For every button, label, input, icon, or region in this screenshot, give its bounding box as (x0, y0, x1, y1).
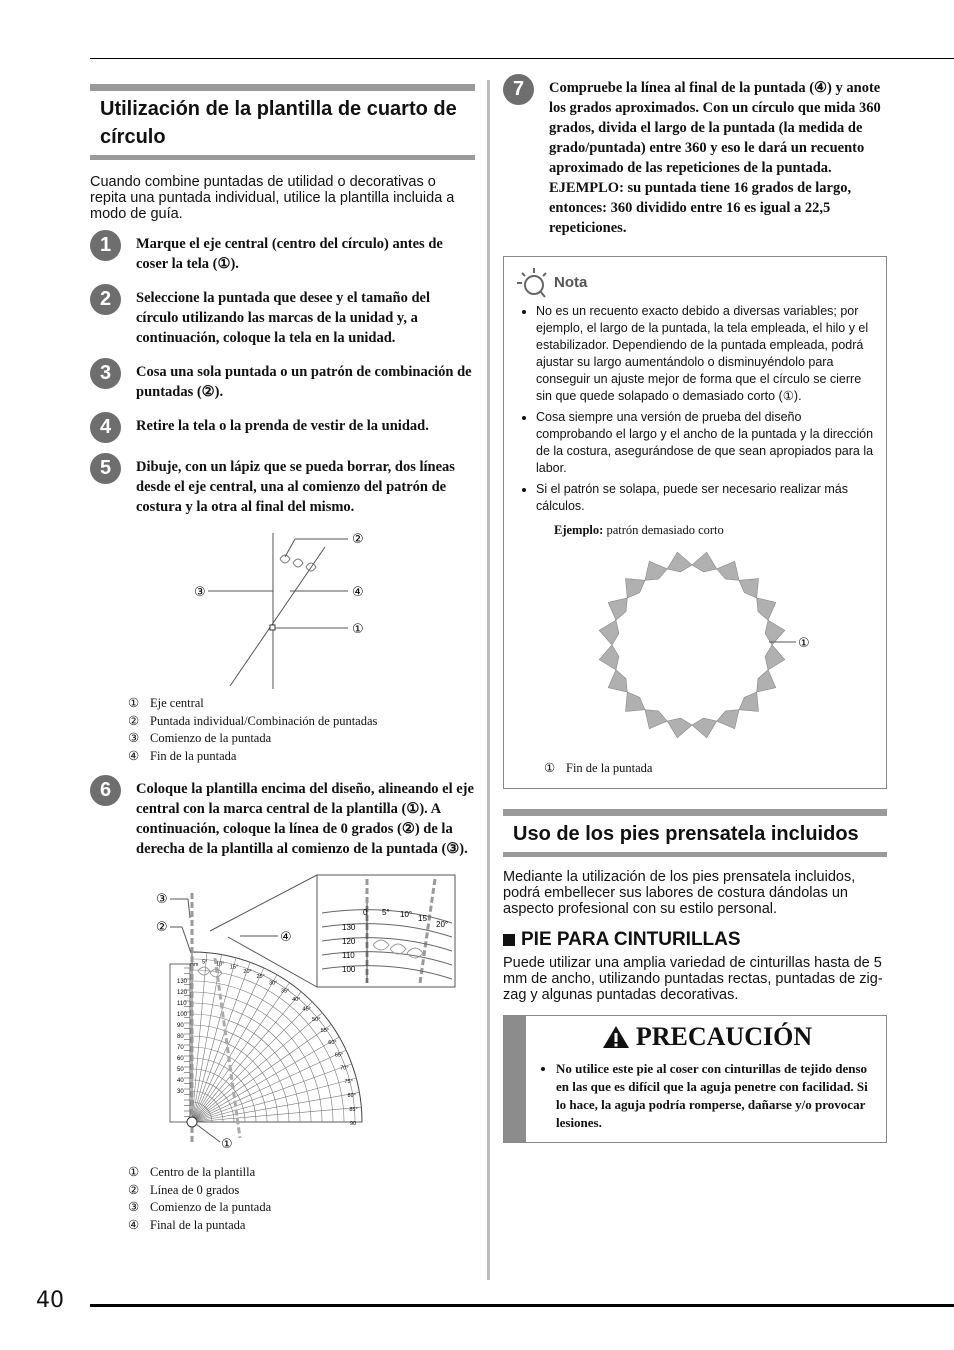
scale-label-90: 90 (177, 1023, 184, 1029)
deg-label-5: 5° (202, 959, 208, 966)
deg-label-90: 90 (350, 1121, 357, 1127)
example-label: Ejemplo: (554, 523, 604, 537)
deg-label-25: 25° (256, 974, 265, 981)
section-header-2 (503, 809, 887, 857)
top-rule (90, 58, 954, 59)
fig1-legend (128, 695, 475, 765)
inset-connector-top (210, 875, 317, 931)
callout-2: ② (156, 920, 168, 935)
example-text: patrón demasiado corto (603, 523, 724, 537)
deg-label-70: 70° (340, 1065, 349, 1072)
callout-3: ③ (156, 892, 168, 907)
deg-label-20: 20° (243, 968, 252, 975)
column-divider (487, 80, 490, 1280)
left-column (90, 84, 475, 1234)
note-icon (514, 265, 550, 299)
step-number: 3 (90, 358, 121, 389)
legend-item: ③ Comienzo de la puntada (128, 731, 272, 745)
step-6 (90, 779, 475, 859)
caution-content (526, 1016, 886, 1142)
legend-item: ③ Comienzo de la puntada (128, 1200, 272, 1214)
caution-title: PRECAUCIÓN (635, 1021, 813, 1051)
center-axis-diagram (90, 531, 475, 701)
legend-item: ① Eje central (128, 696, 204, 710)
template-center (187, 1117, 197, 1127)
subheading-text: PIE PARA CINTURILLAS (521, 928, 741, 950)
note-item: • Cosa siempre una versión de prueba del diseño comprobando el largo y el ancho de la puntada y la dirección de la costura, asegurándose de que sean apropiados para la labor. (536, 409, 876, 477)
scale-label-110: 110 (177, 1001, 187, 1007)
step-7 (503, 78, 887, 238)
legend-item: ② Línea de 0 grados (128, 1182, 240, 1197)
step-text: Marque el eje central (centro del círculo) antes de coser la tela (①). (136, 236, 443, 272)
section-title-2: Uso de los pies prensatela incluidos (513, 822, 859, 845)
inset-label-10: 10° (400, 910, 413, 919)
scale-label-120: 120 (177, 990, 188, 996)
note-box (503, 256, 887, 789)
deg-label-45: 45° (302, 1006, 311, 1013)
step-number: 4 (90, 412, 121, 443)
note-item: • No es un recuento exacto debido a diversas variables; por ejemplo, el largo de la puntada, la tela empleada, el hilo y el estabilizador. Dependiendo de la puntada empleada, podrá ajustar su largo aumentándolo o disminuyéndolo para conseguir un ajuste mejor de forma que el círculo se cierre sin que quede solapado o demasiado corto (①). (536, 303, 876, 405)
step-number: 5 (90, 453, 121, 484)
step-text: Compruebe la línea al final de la puntada (④) y anote los grados aproximados. Con un círculo que mida 360 grados, divida el largo de la puntada (la medida de grado/puntada) entre 360 y eso le dará un recuento aproximado de las repeticiones de la puntada. EJEMPLO: su puntada tiene 16 grados de largo, entonces: 360 dividido entre 16 es igual a 22,5 repeticiones. (549, 80, 881, 236)
step-1 (90, 234, 475, 274)
step-number: 7 (503, 74, 534, 105)
step-4 (90, 416, 475, 443)
step-3 (90, 362, 475, 402)
deg-label-80: 80° (347, 1092, 356, 1099)
deg-label-30: 30° (269, 980, 278, 987)
deg-label-85: 85° (349, 1106, 358, 1113)
legend-item: ④ Final de la puntada (128, 1217, 246, 1232)
section2-paragraph: Mediante la utilización de los pies prensatela incluidos, podrá embellecer sus labores de costura dándolas un aspecto profesional con su estilo personal. (503, 868, 856, 917)
scale-label-70: 70 (177, 1045, 184, 1051)
short-stitch-circle-diagram (514, 546, 876, 764)
step-text: Dibuje, con un lápiz que se pueda borrar, dos líneas desde el eje central, una al comienzo del patrón de costura y la otra al final del mismo. (136, 459, 455, 515)
square-bullet-icon (503, 934, 515, 946)
step-text: Retire la tela o la prenda de vestir de la unidad. (136, 418, 429, 434)
step-text: Coloque la plantilla encima del diseño, alineando el eje central con la marca central de la plantilla (①). A continuación, coloque la línea de 0 grados (②) de la derecha de la plantilla al comienzo de la puntada (③). (136, 781, 474, 857)
legend-item: ① Centro de la plantilla (128, 1165, 256, 1179)
inset-label-15: 15 (418, 914, 427, 923)
legend-item: ② Puntada individual/Combinación de puntadas (128, 713, 378, 728)
inset-label-20: 20° (436, 920, 449, 929)
deg-label-15: 15° (229, 964, 239, 971)
note-item: • Si el patrón se solapa, puede ser necesario realizar más cálculos. (536, 481, 876, 515)
scale-label-60: 60 (177, 1056, 184, 1062)
scale-label-130: 130 (177, 979, 188, 985)
deg-label-40: 40° (292, 996, 301, 1003)
scale-label-80: 80 (177, 1034, 184, 1040)
example-line (554, 523, 876, 538)
center-mark (270, 625, 275, 630)
deg-label-50: 50° (312, 1016, 321, 1023)
inset-label-0: 0 (363, 908, 368, 917)
page-number: 40 (36, 1288, 64, 1313)
callout-1: ① (221, 1137, 233, 1152)
step-text: Cosa una sola puntada o un patrón de combinación de puntadas (②). (136, 364, 472, 400)
inset-label-110: 110 (342, 951, 355, 960)
caution-header (538, 1022, 876, 1052)
inset-label-120: 120 (342, 937, 356, 946)
inset-label-100: 100 (342, 965, 356, 974)
deg-label-65: 65° (334, 1052, 344, 1059)
caution-side-bar (504, 1016, 526, 1142)
deg-label-10: 10° (216, 961, 225, 968)
inset-label-130: 130 (342, 923, 356, 932)
scale-label-30: 30 (177, 1089, 184, 1095)
step-text: Seleccione la puntada que desee y el tamaño del círculo utilizando las marcas de la unidad y, a continuación, coloque la tela en la unidad. (136, 290, 431, 346)
note-header (514, 265, 876, 299)
note-legend (544, 760, 876, 778)
section-header (90, 84, 475, 160)
scale-label-mm: mm (190, 962, 199, 968)
callout-1: ① (352, 622, 364, 637)
warning-triangle-icon (602, 1024, 630, 1050)
fig2-legend (128, 1164, 475, 1234)
stitch-line (230, 547, 325, 686)
callout-2: ② (352, 532, 364, 547)
callout-4: ④ (280, 930, 292, 945)
subheading-paragraph: Puede utilizar una amplia variedad de cinturillas hasta de 5 mm de ancho, utilizando puntadas rectas, puntadas de zig-zag y algunas puntadas decorativas. (503, 954, 883, 1003)
section-title: Utilización de la plantilla de cuarto de círculo (100, 98, 457, 148)
caution-item: • No utilice este pie al coser con cinturillas de tejido denso en las que es difícil que la aguja penetre con facilidad. Si lo hace, la aguja podría romperse, dañarse y/o provocar lesiones. (556, 1060, 876, 1132)
scale-label-50: 50 (177, 1067, 184, 1073)
bottom-rule (90, 1304, 954, 1307)
step-number: 2 (90, 284, 121, 315)
right-column (503, 78, 887, 1143)
scale-label-40: 40 (177, 1078, 184, 1084)
caution-box (503, 1015, 887, 1143)
deg-label-75: 75° (344, 1079, 353, 1086)
deg-label-55: 55° (320, 1028, 330, 1035)
legend-item: ① Fin de la puntada (544, 761, 653, 775)
step-number: 1 (90, 230, 121, 261)
step-5 (90, 457, 475, 517)
subheading (503, 929, 887, 951)
legend-item: ④ Fin de la puntada (128, 748, 237, 763)
note-list (514, 303, 876, 515)
step-number: 6 (90, 775, 121, 806)
caution-list (538, 1060, 876, 1132)
callout-1: ① (798, 636, 810, 651)
step-2 (90, 288, 475, 348)
callout-4: ④ (352, 585, 364, 600)
stitch-ring (599, 552, 785, 738)
intro-paragraph: Cuando combine puntadas de utilidad o decorativas o repita una puntada individual, utilice la plantilla incluida a modo de guía. (90, 174, 455, 222)
quarter-circle-template-diagram (90, 873, 475, 1158)
callout-3: ③ (194, 585, 206, 600)
scale-label-100: 100 (177, 1012, 188, 1018)
deg-label-60: 60° (328, 1040, 337, 1046)
note-title: Nota (554, 273, 588, 291)
inset-label-5: 5° (382, 908, 390, 917)
deg-label-35: 35° (280, 988, 290, 995)
